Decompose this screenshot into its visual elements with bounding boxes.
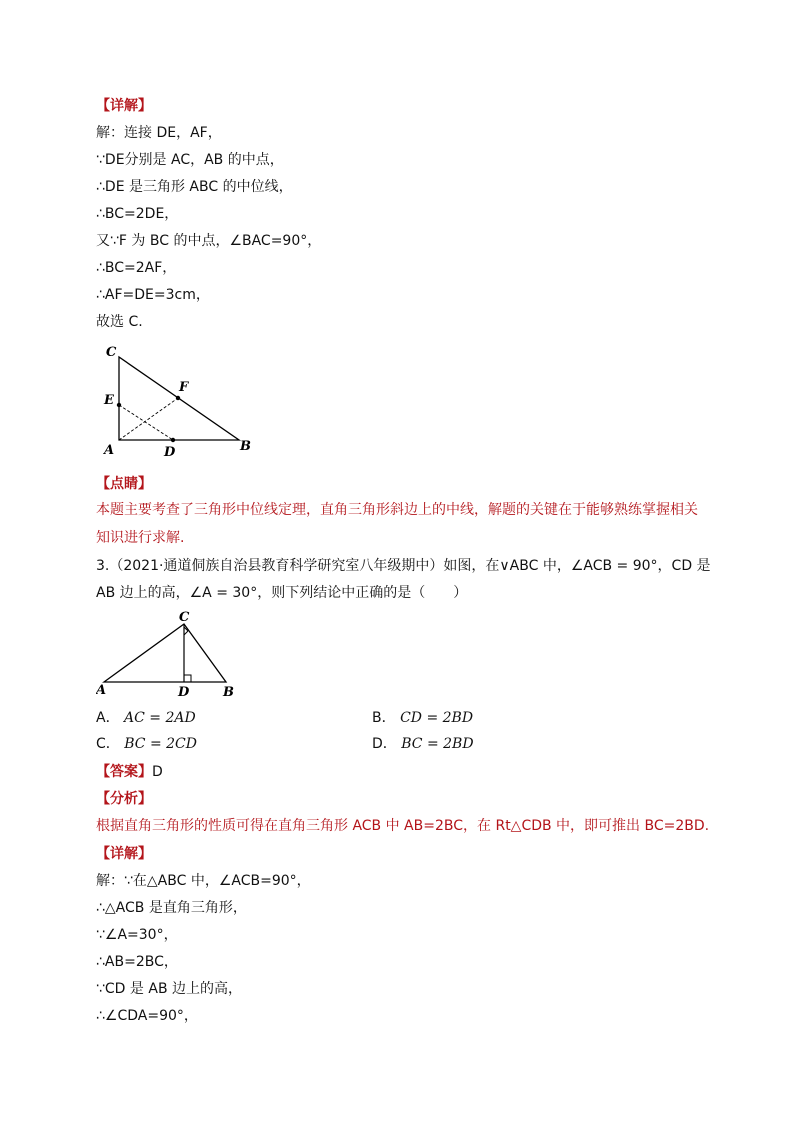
label-d: D [164,445,176,460]
q3-solution-line-3: ∵∠A=30°， [96,927,178,943]
option-d[interactable] [372,734,474,754]
detail-heading: 【详解】 [96,98,152,114]
q3-solution-line-4: ∴AB=2BC， [96,954,178,970]
option-b[interactable] [372,708,473,728]
analysis-text: 根据直角三角形的性质可得在直角三角形 ACB 中 AB=2BC，在 Rt△CDB 中，即可推出 BC=2BD. [96,818,710,834]
solution-line-3: ∴DE 是三角形 ABC 的中位线， [96,179,293,195]
option-c-text: BC = 2CD [124,736,197,752]
q3-label-d: D [178,685,190,700]
option-a-text: AC = 2AD [124,710,196,726]
label-b: B [240,439,251,454]
analysis-heading: 【分析】 [96,791,152,807]
q3-label-a: A [96,683,107,698]
answer-heading: 【答案】 [96,764,152,780]
answer-value: D [152,764,163,780]
q3-solution-line-5: ∵CD 是 AB 边上的高， [96,981,242,997]
label-e: E [104,393,114,408]
label-f: F [179,380,189,395]
question-3-stem-line-1: 3.（2021·通道侗族自治县教育科学研究室八年级期中）如图，在∨ABC 中，∠ACB = 90°，CD 是 [96,558,711,574]
option-b-text: CD = 2BD [400,710,474,726]
option-d-text: BC = 2BD [401,736,474,752]
solution-line-5: 又∵F 为 BC 的中点，∠BAC=90°， [96,233,322,249]
q3-solution-line-2: ∴△ACB 是直角三角形， [96,900,247,916]
comment-heading: 【点睛】 [96,476,152,492]
q3-label-b: B [223,685,234,700]
option-b-label: B． [372,710,396,726]
answer-line [96,762,163,782]
option-a[interactable] [96,708,196,728]
triangle-figure-2 [96,606,246,701]
solution-line-6: ∴BC=2AF， [96,260,177,276]
label-c: C [106,345,117,360]
comment-text: 本题主要考查了三角形中位线定理，直角三角形斜边上的中线，解题的关键在于能够熟练掌握相关知识进行求解. [96,502,698,546]
question-3-stem-line-2: AB 边上的高，∠A = 30°，则下列结论中正确的是（ ） [96,585,468,601]
triangle-figure-1 [96,340,266,460]
option-d-label: D． [372,736,397,752]
q3-detail-heading: 【详解】 [96,846,152,862]
q3-label-c: C [179,610,190,625]
solution-line-8: 故选 C. [96,314,143,330]
option-a-label: A． [96,710,120,726]
solution-line-1: 解：连接 DE，AF， [96,125,222,141]
option-c-label: C． [96,736,120,752]
q3-solution-line-1: 解：∵在△ABC 中，∠ACB=90°， [96,873,311,889]
label-a: A [104,443,115,458]
solution-line-4: ∴BC=2DE， [96,206,179,222]
q3-solution-line-6: ∴∠CDA=90°， [96,1008,198,1024]
option-c[interactable] [96,734,197,754]
solution-line-2: ∵DE分别是 AC，AB 的中点， [96,152,284,168]
solution-line-7: ∴AF=DE=3cm， [96,287,210,303]
